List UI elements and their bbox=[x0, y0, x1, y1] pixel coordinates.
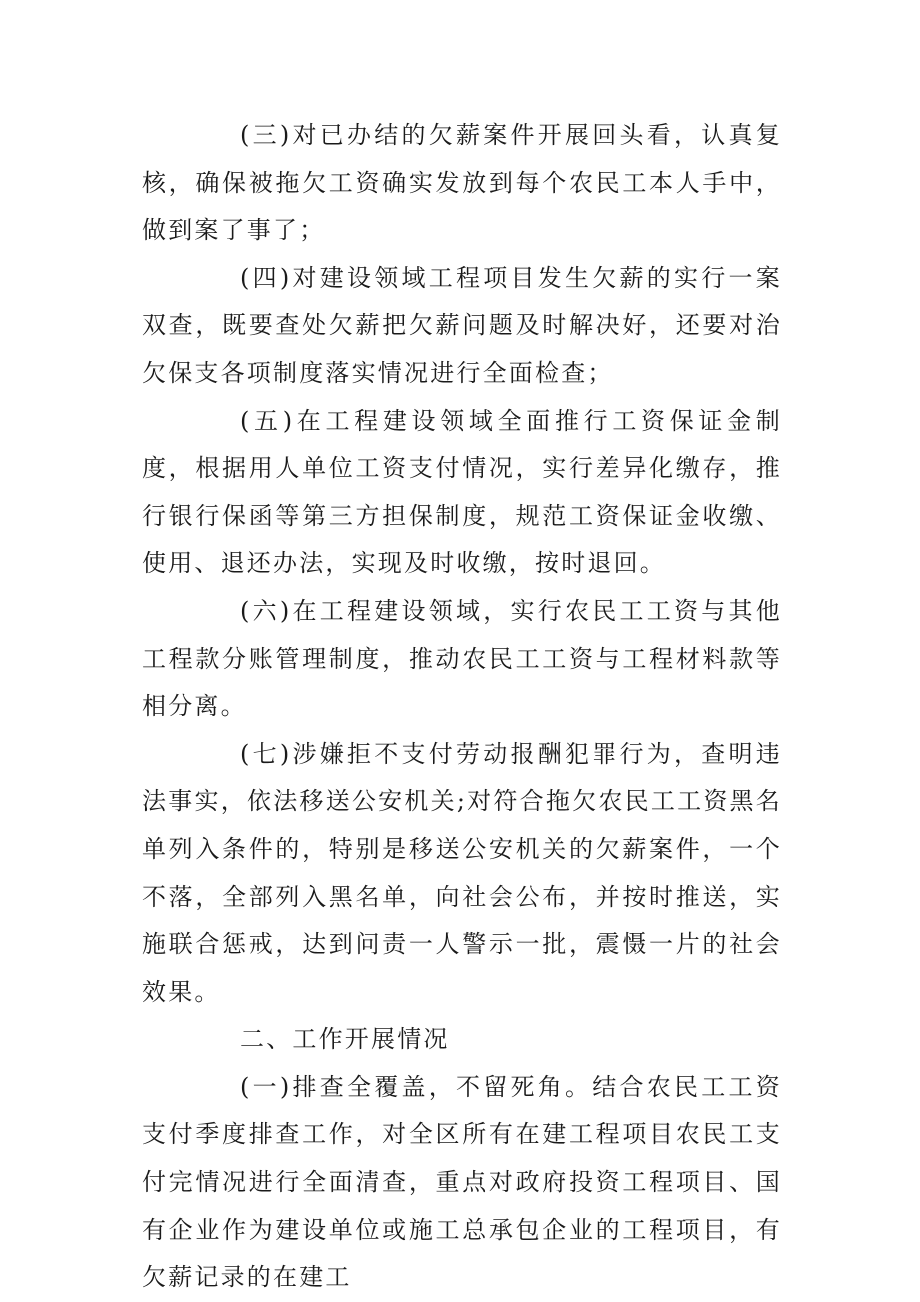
section-heading: 二、工作开展情况 bbox=[240, 1025, 450, 1054]
paragraph-5: (五)在工程建设领域全面推行工资保证金制度，根据用人单位工资支付情况，实行差异化缴存，推行银行保函等第三方担保制度，规范工资保证金收缴、使用、退还办法，实现及时收缴，按时退回。 bbox=[142, 406, 782, 578]
paragraph-7: (七)涉嫌拒不支付劳动报酬犯罪行为，查明违法事实，依法移送公安机关;对符合拖欠农民工工资黑名单列入条件的，特别是移送公安机关的欠薪案件，一个不落，全部列入黑名单，向社会公布，并按时推送，实施联合惩戒，达到问责一人警示一批，震慑一片的社会效果。 bbox=[142, 739, 782, 1006]
paragraph-section2-1: (一)排查全覆盖，不留死角。结合农民工工资支付季度排查工作，对全区所有在建工程项目农民工支付完情况进行全面清查，重点对政府投资工程项目、国有企业作为建设单位或施工总承包企业的工程项目，有欠薪记录的在建工 bbox=[142, 1072, 782, 1292]
paragraph-6: (六)在工程建设领域，实行农民工工资与其他工程款分账管理制度，推动农民工工资与工程材料款等相分离。 bbox=[142, 596, 782, 721]
document-body bbox=[142, 112, 782, 1302]
paragraph-4: (四)对建设领域工程项目发生欠薪的实行一案双查，既要查处欠薪把欠薪问题及时解决好，还要对治欠保支各项制度落实情况进行全面检查； bbox=[142, 263, 782, 387]
paragraph-3: (三)对已办结的欠薪案件开展回头看，认真复核，确保被拖欠工资确实发放到每个农民工本人手中，做到案了事了； bbox=[142, 121, 782, 245]
